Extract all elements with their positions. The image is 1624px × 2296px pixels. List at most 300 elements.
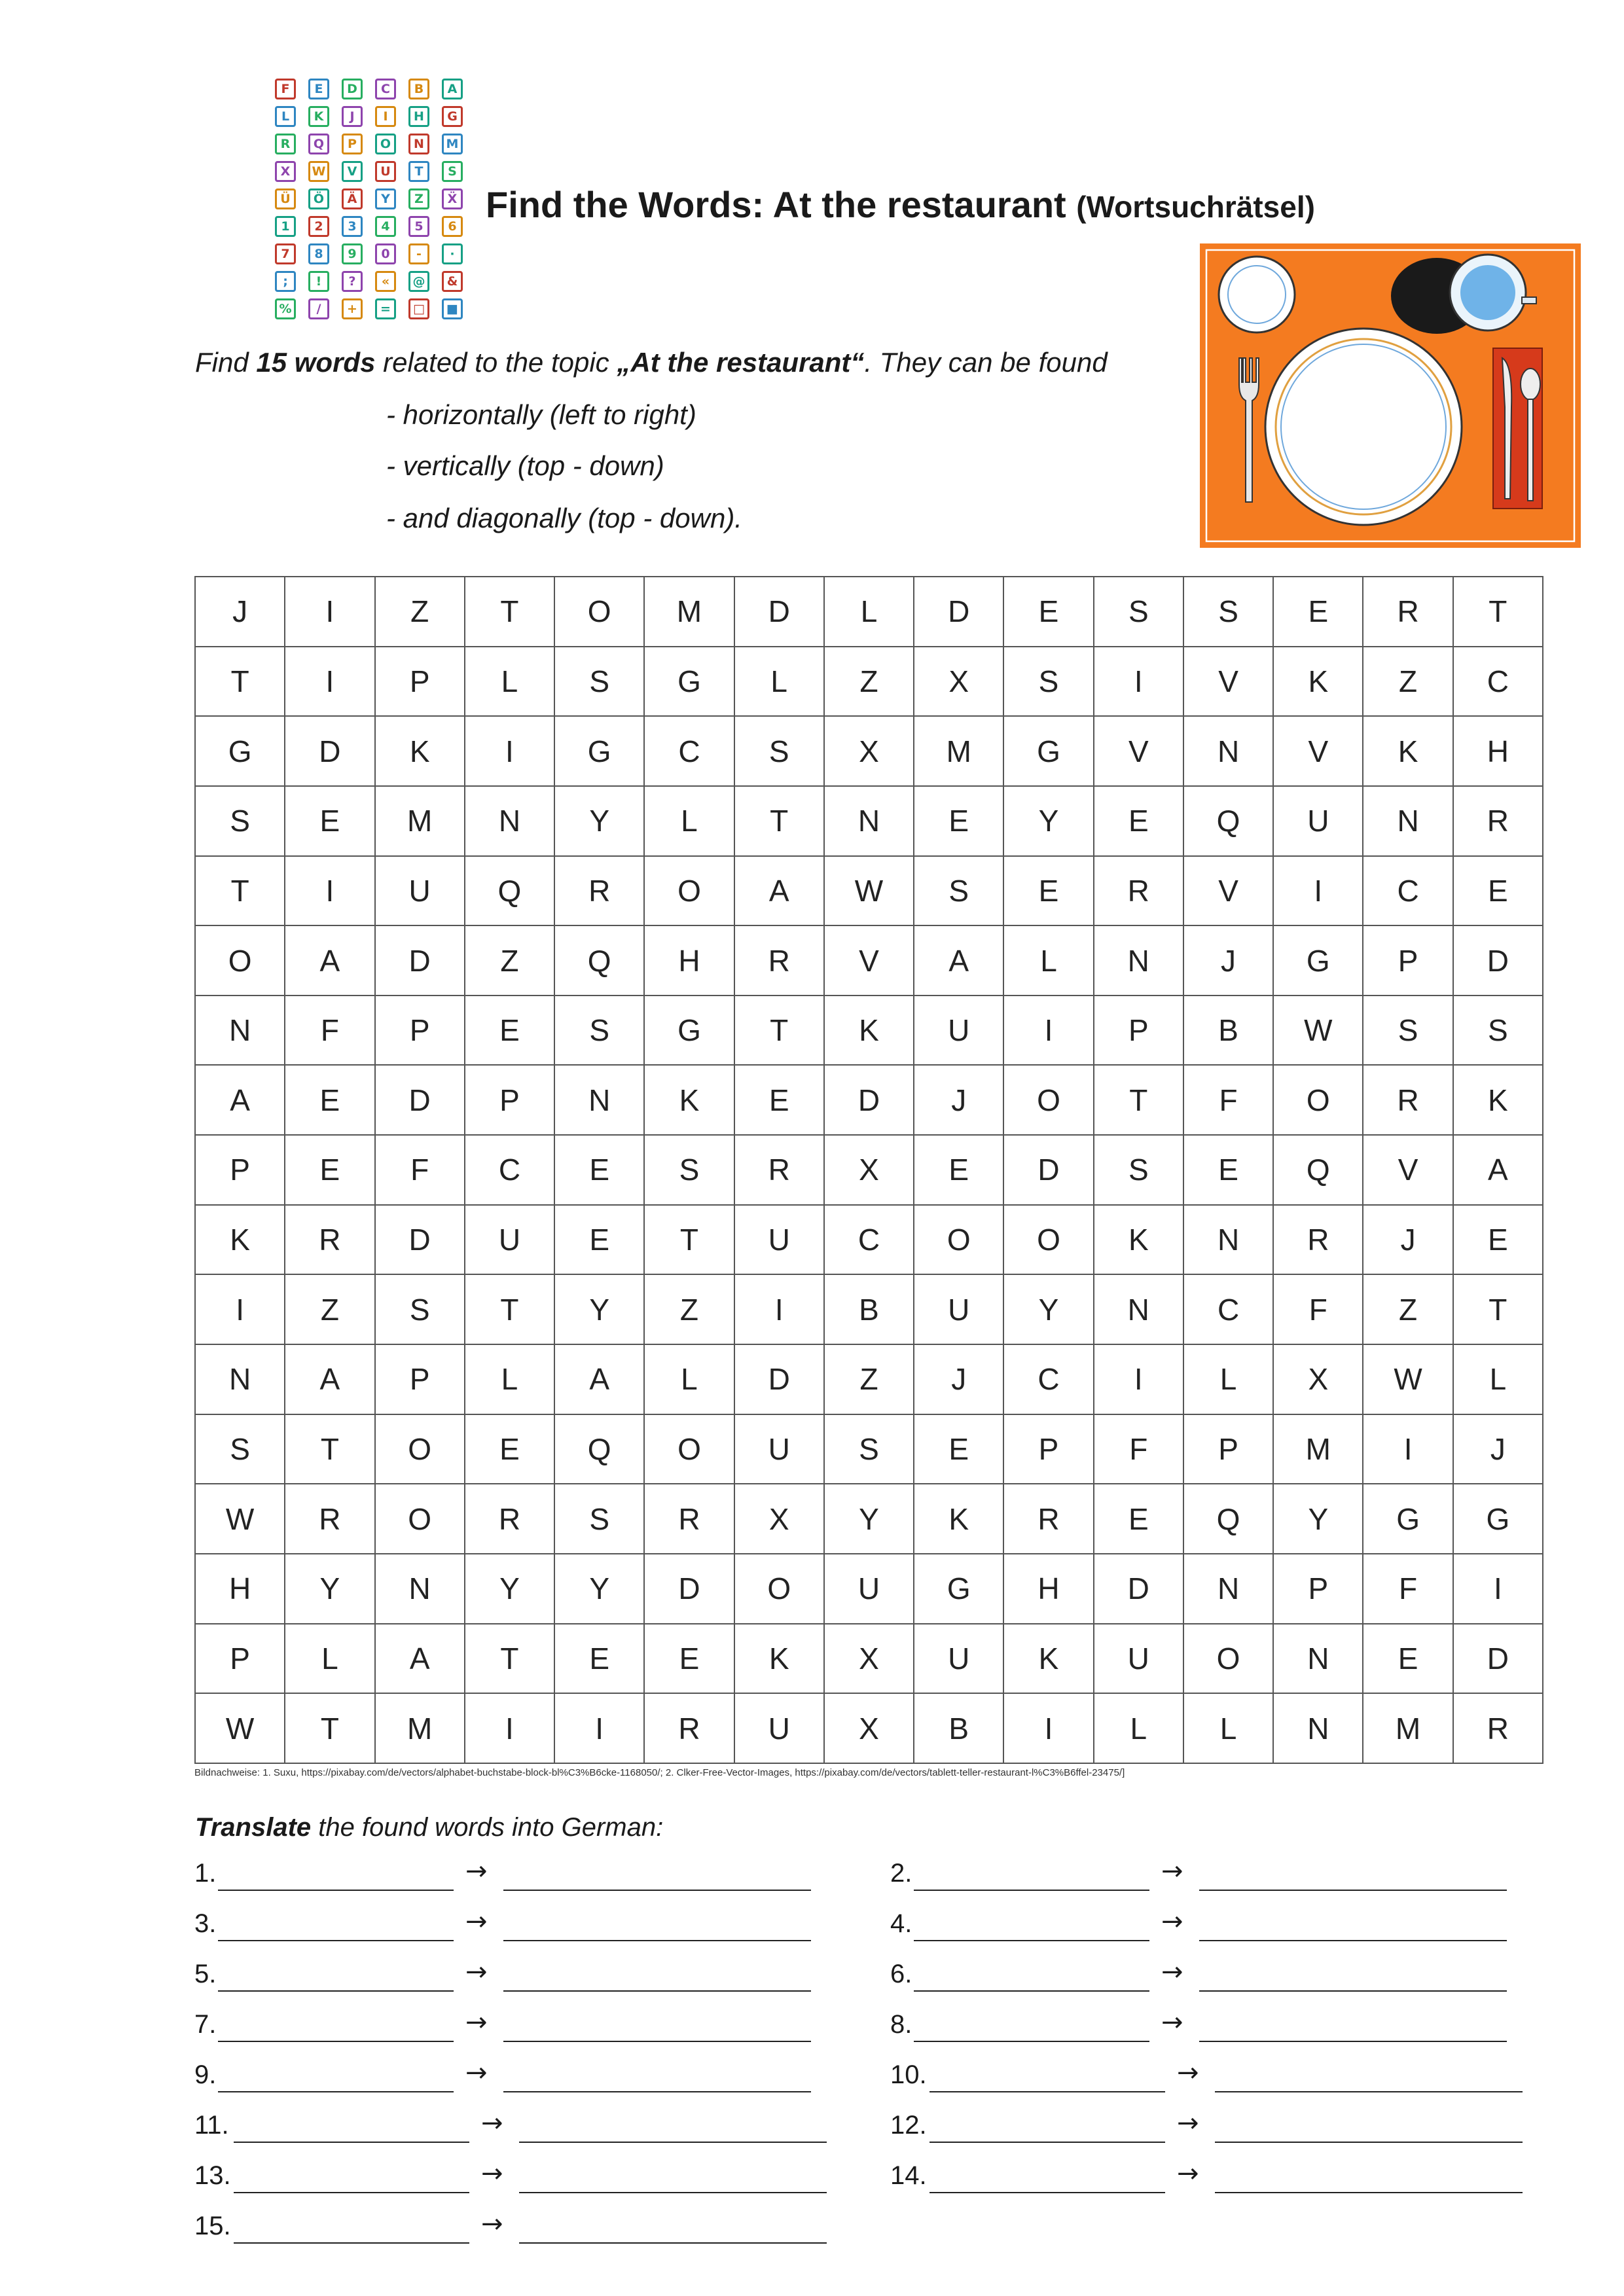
grid-cell[interactable]: P [1003,1414,1093,1484]
grid-cell[interactable]: G [914,1554,1003,1624]
grid-cell[interactable]: W [824,856,914,926]
answer-line [194,1957,901,1996]
grid-cell[interactable]: K [734,1624,824,1694]
grid-cell[interactable]: C [465,1135,554,1205]
grid-cell[interactable]: P [1273,1554,1363,1624]
grid-cell[interactable]: X [824,1693,914,1763]
english-word-field[interactable] [914,1940,1149,1941]
grid-cell[interactable]: E [554,1135,644,1205]
grid-cell[interactable]: S [1453,996,1543,1066]
grid-cell[interactable]: T [195,647,285,717]
grid-cell[interactable]: L [644,786,734,856]
grid-cell[interactable]: Y [1003,786,1093,856]
grid-cell[interactable]: F [285,996,374,1066]
grid-cell[interactable]: V [1183,856,1273,926]
grid-cell[interactable]: F [1363,1554,1453,1624]
grid-cell[interactable]: O [375,1414,465,1484]
grid-cell[interactable]: L [285,1624,374,1694]
grid-cell[interactable]: T [465,577,554,647]
grid-cell[interactable]: B [824,1274,914,1344]
grid-cell[interactable]: K [644,1065,734,1135]
grid-cell[interactable]: H [1453,716,1543,786]
grid-cell[interactable]: T [195,856,285,926]
grid-cell[interactable]: R [1273,1205,1363,1275]
grid-cell[interactable]: Z [824,1344,914,1414]
grid-cell[interactable]: J [195,577,285,647]
grid-cell[interactable]: P [1363,925,1453,996]
grid-cell[interactable]: Z [1363,647,1453,717]
grid-cell[interactable]: Z [824,647,914,717]
grid-cell[interactable]: U [914,1274,1003,1344]
grid-cell[interactable]: S [1183,577,1273,647]
grid-cell[interactable]: E [285,1065,374,1135]
grid-cell[interactable]: L [465,647,554,717]
grid-cell[interactable]: W [195,1693,285,1763]
german-word-field[interactable] [503,2041,811,2042]
grid-cell[interactable]: T [734,996,824,1066]
grid-cell[interactable]: E [1183,1135,1273,1205]
english-word-field[interactable] [914,1990,1149,1992]
grid-cell[interactable]: K [1094,1205,1183,1275]
grid-cell[interactable]: M [1363,1693,1453,1763]
german-word-field[interactable] [1215,2142,1523,2143]
grid-cell[interactable]: E [1453,1205,1543,1275]
grid-cell[interactable]: C [644,716,734,786]
grid-row [195,1344,1543,1414]
grid-cell[interactable]: Y [824,1484,914,1554]
grid-cell[interactable]: R [554,856,644,926]
grid-cell[interactable]: T [1094,1065,1183,1135]
grid-cell[interactable]: U [465,1205,554,1275]
grid-cell[interactable]: S [1094,1135,1183,1205]
grid-cell[interactable]: O [195,925,285,996]
grid-cell[interactable]: S [1003,647,1093,717]
grid-cell[interactable]: N [1183,1554,1273,1624]
grid-cell[interactable]: Q [1183,786,1273,856]
grid-cell[interactable]: Y [285,1554,374,1624]
grid-cell[interactable]: L [824,577,914,647]
grid-cell[interactable]: I [1453,1554,1543,1624]
grid-cell[interactable]: M [375,786,465,856]
grid-cell[interactable]: L [1183,1693,1273,1763]
grid-cell[interactable]: E [644,1624,734,1694]
grid-cell[interactable]: Q [1273,1135,1363,1205]
grid-cell[interactable]: U [914,1624,1003,1694]
grid-cell[interactable]: N [1273,1624,1363,1694]
grid-cell[interactable]: U [1094,1624,1183,1694]
grid-cell[interactable]: N [195,1344,285,1414]
grid-cell[interactable]: O [914,1205,1003,1275]
grid-cell[interactable]: E [1363,1624,1453,1694]
intro-mid: related to the topic [375,347,617,378]
grid-cell[interactable]: P [1183,1414,1273,1484]
grid-cell[interactable]: A [375,1624,465,1694]
letter-block-icon: « [375,271,396,292]
grid-cell[interactable]: I [1094,1344,1183,1414]
grid-cell[interactable]: N [195,996,285,1066]
grid-cell[interactable]: A [285,925,374,996]
grid-cell[interactable]: D [375,1205,465,1275]
grid-cell[interactable]: E [914,1414,1003,1484]
grid-cell[interactable]: U [734,1414,824,1484]
grid-cell[interactable]: R [1453,786,1543,856]
grid-cell[interactable]: N [465,786,554,856]
grid-cell[interactable]: M [375,1693,465,1763]
grid-cell[interactable]: N [1183,716,1273,786]
letter-block-icon: L [275,106,296,127]
grid-cell[interactable]: R [644,1693,734,1763]
grid-cell[interactable]: L [1003,925,1093,996]
grid-cell[interactable]: E [914,786,1003,856]
grid-cell[interactable]: G [1363,1484,1453,1554]
grid-cell[interactable]: C [1453,647,1543,717]
grid-cell[interactable]: I [554,1693,644,1763]
german-word-field[interactable] [503,1940,811,1941]
grid-cell[interactable]: R [1363,577,1453,647]
grid-cell[interactable]: I [285,577,374,647]
english-word-field[interactable] [218,2091,454,2092]
grid-cell[interactable]: H [1003,1554,1093,1624]
german-word-field[interactable] [1215,2192,1523,2193]
grid-cell[interactable]: G [1273,925,1363,996]
grid-cell[interactable]: P [195,1624,285,1694]
grid-cell[interactable]: L [1183,1344,1273,1414]
grid-cell[interactable]: O [1273,1065,1363,1135]
grid-cell[interactable]: I [1003,1693,1093,1763]
grid-cell[interactable]: U [824,1554,914,1624]
grid-cell[interactable]: V [1273,716,1363,786]
grid-cell[interactable]: K [1453,1065,1543,1135]
grid-cell[interactable]: G [1453,1484,1543,1554]
grid-cell[interactable]: K [1273,647,1363,717]
grid-cell[interactable]: L [644,1344,734,1414]
grid-cell[interactable]: B [914,1693,1003,1763]
grid-cell[interactable]: L [1094,1693,1183,1763]
grid-cell[interactable]: R [285,1484,374,1554]
grid-cell[interactable]: S [554,996,644,1066]
grid-cell[interactable]: E [1094,1484,1183,1554]
grid-cell[interactable]: Z [285,1274,374,1344]
letter-block-icon: O [375,134,396,154]
grid-cell[interactable]: F [1183,1065,1273,1135]
grid-cell[interactable]: E [914,1135,1003,1205]
grid-cell[interactable]: X [824,1624,914,1694]
grid-cell[interactable]: U [734,1693,824,1763]
grid-cell[interactable]: O [644,856,734,926]
grid-cell[interactable]: V [824,925,914,996]
grid-cell[interactable]: D [644,1554,734,1624]
english-word-field[interactable] [234,2192,469,2193]
grid-cell[interactable]: D [375,1065,465,1135]
grid-cell[interactable]: T [1453,1274,1543,1344]
grid-cell[interactable]: P [375,1344,465,1414]
grid-cell[interactable]: V [1183,647,1273,717]
grid-cell[interactable]: L [1453,1344,1543,1414]
grid-row [195,1205,1543,1275]
grid-cell[interactable]: A [285,1344,374,1414]
grid-cell[interactable]: R [644,1484,734,1554]
grid-cell[interactable]: S [734,716,824,786]
grid-cell[interactable]: N [1273,1693,1363,1763]
grid-cell[interactable]: E [465,996,554,1066]
grid-cell[interactable]: M [644,577,734,647]
grid-cell[interactable]: I [1363,1414,1453,1484]
grid-cell[interactable]: C [1183,1274,1273,1344]
english-word-field[interactable] [929,2091,1165,2092]
grid-cell[interactable]: D [914,577,1003,647]
grid-cell[interactable]: W [195,1484,285,1554]
grid-cell[interactable]: D [375,925,465,996]
grid-cell[interactable]: K [375,716,465,786]
grid-cell[interactable]: D [1003,1135,1093,1205]
grid-cell[interactable]: F [1094,1414,1183,1484]
english-word-field[interactable] [914,2041,1149,2042]
grid-cell[interactable]: H [195,1554,285,1624]
grid-cell[interactable]: Y [465,1554,554,1624]
grid-cell[interactable]: D [734,1344,824,1414]
grid-cell[interactable]: M [1273,1414,1363,1484]
grid-cell[interactable]: Q [465,856,554,926]
grid-cell[interactable]: Q [1183,1484,1273,1554]
grid-cell[interactable]: O [734,1554,824,1624]
grid-cell[interactable]: A [914,925,1003,996]
grid-cell[interactable]: E [554,1624,644,1694]
grid-cell[interactable]: G [1003,716,1093,786]
grid-cell[interactable]: K [1003,1624,1093,1694]
grid-cell[interactable]: W [1273,996,1363,1066]
grid-cell[interactable]: U [914,996,1003,1066]
grid-cell[interactable]: D [285,716,374,786]
grid-cell[interactable]: R [1453,1693,1543,1763]
german-word-field[interactable] [519,2192,827,2193]
answer-line [890,1856,1597,1895]
grid-cell[interactable]: Z [465,925,554,996]
english-word-field[interactable] [218,1890,454,1891]
grid-cell[interactable]: A [554,1344,644,1414]
grid-cell[interactable]: N [554,1065,644,1135]
grid-cell[interactable]: Z [1363,1274,1453,1344]
grid-cell[interactable]: R [465,1484,554,1554]
grid-cell[interactable]: T [644,1205,734,1275]
grid-cell[interactable]: J [1363,1205,1453,1275]
grid-cell[interactable]: I [195,1274,285,1344]
grid-cell[interactable]: E [285,786,374,856]
grid-cell[interactable]: T [734,786,824,856]
grid-cell[interactable]: L [465,1344,554,1414]
grid-cell[interactable]: Z [644,1274,734,1344]
grid-cell[interactable]: D [1453,925,1543,996]
grid-cell[interactable]: S [195,1414,285,1484]
grid-cell[interactable]: S [1363,996,1453,1066]
grid-cell[interactable]: S [644,1135,734,1205]
answer-line [194,2161,901,2198]
german-word-field[interactable] [503,1990,811,1992]
grid-cell[interactable]: O [644,1414,734,1484]
grid-cell[interactable]: G [644,996,734,1066]
grid-cell[interactable]: X [824,716,914,786]
grid-cell[interactable]: G [554,716,644,786]
grid-cell[interactable]: A [1453,1135,1543,1205]
grid-cell[interactable]: E [1003,856,1093,926]
grid-cell[interactable]: R [1003,1484,1093,1554]
grid-cell[interactable]: I [465,716,554,786]
grid-cell[interactable]: Y [554,786,644,856]
grid-cell[interactable]: X [1273,1344,1363,1414]
grid-cell[interactable]: U [375,856,465,926]
grid-cell[interactable]: E [1453,856,1543,926]
grid-cell[interactable]: O [554,577,644,647]
grid-cell[interactable]: P [465,1065,554,1135]
grid-cell[interactable]: S [375,1274,465,1344]
grid-cell[interactable]: J [1453,1414,1543,1484]
english-word-field[interactable] [929,2192,1165,2193]
grid-cell[interactable]: T [285,1414,374,1484]
grid-cell[interactable]: T [285,1693,374,1763]
english-word-field[interactable] [234,2242,469,2244]
letter-block-icon: Ẍ [442,188,463,209]
grid-cell[interactable]: Z [375,577,465,647]
english-word-field[interactable] [218,1940,454,1941]
german-word-field[interactable] [1199,1890,1507,1891]
grid-cell[interactable]: N [1094,925,1183,996]
grid-cell[interactable]: N [1363,786,1453,856]
grid-cell[interactable]: F [375,1135,465,1205]
grid-cell[interactable]: R [285,1205,374,1275]
german-word-field[interactable] [519,2242,827,2244]
grid-cell[interactable]: E [1003,577,1093,647]
grid-cell[interactable]: K [195,1205,285,1275]
grid-cell[interactable]: I [1094,647,1183,717]
grid-cell[interactable]: A [734,856,824,926]
german-word-field[interactable] [1199,1990,1507,1992]
grid-cell[interactable]: E [285,1135,374,1205]
grid-cell[interactable]: I [285,856,374,926]
grid-cell[interactable]: T [1453,577,1543,647]
grid-cell[interactable]: W [1363,1344,1453,1414]
grid-cell[interactable]: U [1273,786,1363,856]
grid-cell[interactable]: Y [554,1554,644,1624]
grid-cell[interactable]: J [914,1344,1003,1414]
grid-cell[interactable]: H [644,925,734,996]
grid-cell[interactable]: S [1094,577,1183,647]
grid-cell[interactable]: N [375,1554,465,1624]
grid-cell[interactable]: P [375,996,465,1066]
grid-cell[interactable]: G [644,647,734,717]
grid-cell[interactable]: D [1094,1554,1183,1624]
grid-cell[interactable]: D [1453,1624,1543,1694]
grid-row [195,1484,1543,1554]
grid-cell[interactable]: E [465,1414,554,1484]
grid-cell[interactable]: X [824,1135,914,1205]
grid-cell[interactable]: G [195,716,285,786]
letter-block-icon: ? [342,271,363,292]
grid-cell[interactable]: O [1003,1065,1093,1135]
grid-cell[interactable]: K [1363,716,1453,786]
grid-cell[interactable]: J [914,1065,1003,1135]
grid-cell[interactable]: P [195,1135,285,1205]
english-word-field[interactable] [218,2041,454,2042]
grid-cell[interactable]: T [465,1624,554,1694]
grid-cell[interactable]: N [1094,1274,1183,1344]
grid-cell[interactable]: R [1094,856,1183,926]
grid-cell[interactable]: I [465,1693,554,1763]
grid-cell[interactable]: P [375,647,465,717]
german-word-field[interactable] [519,2142,827,2143]
grid-cell[interactable]: R [734,1135,824,1205]
letter-block-icon: Ö [308,188,329,209]
grid-cell[interactable]: R [734,925,824,996]
grid-cell[interactable]: Q [554,1414,644,1484]
grid-cell[interactable]: L [734,647,824,717]
grid-cell[interactable]: N [1183,1205,1273,1275]
grid-cell[interactable]: J [1183,925,1273,996]
grid-cell[interactable]: M [914,716,1003,786]
grid-cell[interactable]: D [734,577,824,647]
grid-cell[interactable]: B [1183,996,1273,1066]
grid-cell[interactable]: R [1363,1065,1453,1135]
grid-cell[interactable]: S [195,786,285,856]
german-word-field[interactable] [503,1890,811,1891]
grid-cell[interactable]: Y [1003,1274,1093,1344]
grid-cell[interactable]: O [1183,1624,1273,1694]
grid-cell[interactable]: I [1273,856,1363,926]
grid-cell[interactable]: P [1094,996,1183,1066]
grid-cell[interactable]: T [465,1274,554,1344]
grid-cell[interactable]: A [195,1065,285,1135]
answer-line [194,2060,901,2097]
direction-horizontal: - horizontally (left to right) [386,399,696,430]
grid-cell[interactable]: I [1003,996,1093,1066]
grid-cell[interactable]: K [914,1484,1003,1554]
grid-cell[interactable]: X [734,1484,824,1554]
grid-cell[interactable]: S [554,647,644,717]
english-word-field[interactable] [929,2142,1165,2143]
grid-cell[interactable]: C [1003,1344,1093,1414]
grid-cell[interactable]: C [1363,856,1453,926]
grid-cell[interactable]: X [914,647,1003,717]
grid-cell[interactable]: E [1273,577,1363,647]
grid-cell[interactable]: Y [1273,1484,1363,1554]
grid-cell[interactable]: Y [554,1274,644,1344]
grid-cell[interactable]: K [824,996,914,1066]
english-word-field[interactable] [914,1890,1149,1891]
grid-cell[interactable]: S [554,1484,644,1554]
german-word-field[interactable] [1215,2091,1523,2092]
grid-cell[interactable]: O [1003,1205,1093,1275]
grid-cell[interactable]: I [734,1274,824,1344]
english-word-field[interactable] [218,1990,454,1992]
english-word-field[interactable] [234,2142,469,2143]
grid-cell[interactable]: S [914,856,1003,926]
grid-cell[interactable]: U [734,1205,824,1275]
grid-cell[interactable]: C [824,1205,914,1275]
german-word-field[interactable] [503,2091,811,2092]
grid-cell[interactable]: E [554,1205,644,1275]
grid-cell[interactable]: O [375,1484,465,1554]
grid-cell[interactable]: N [824,786,914,856]
grid-cell[interactable]: E [1094,786,1183,856]
grid-cell[interactable]: S [824,1414,914,1484]
grid-cell[interactable]: F [1273,1274,1363,1344]
grid-cell[interactable]: V [1094,716,1183,786]
german-word-field[interactable] [1199,2041,1507,2042]
grid-cell[interactable]: Q [554,925,644,996]
german-word-field[interactable] [1199,1940,1507,1941]
grid-cell[interactable]: V [1363,1135,1453,1205]
grid-cell[interactable]: E [734,1065,824,1135]
grid-cell[interactable]: D [824,1065,914,1135]
grid-cell[interactable]: I [285,647,374,717]
